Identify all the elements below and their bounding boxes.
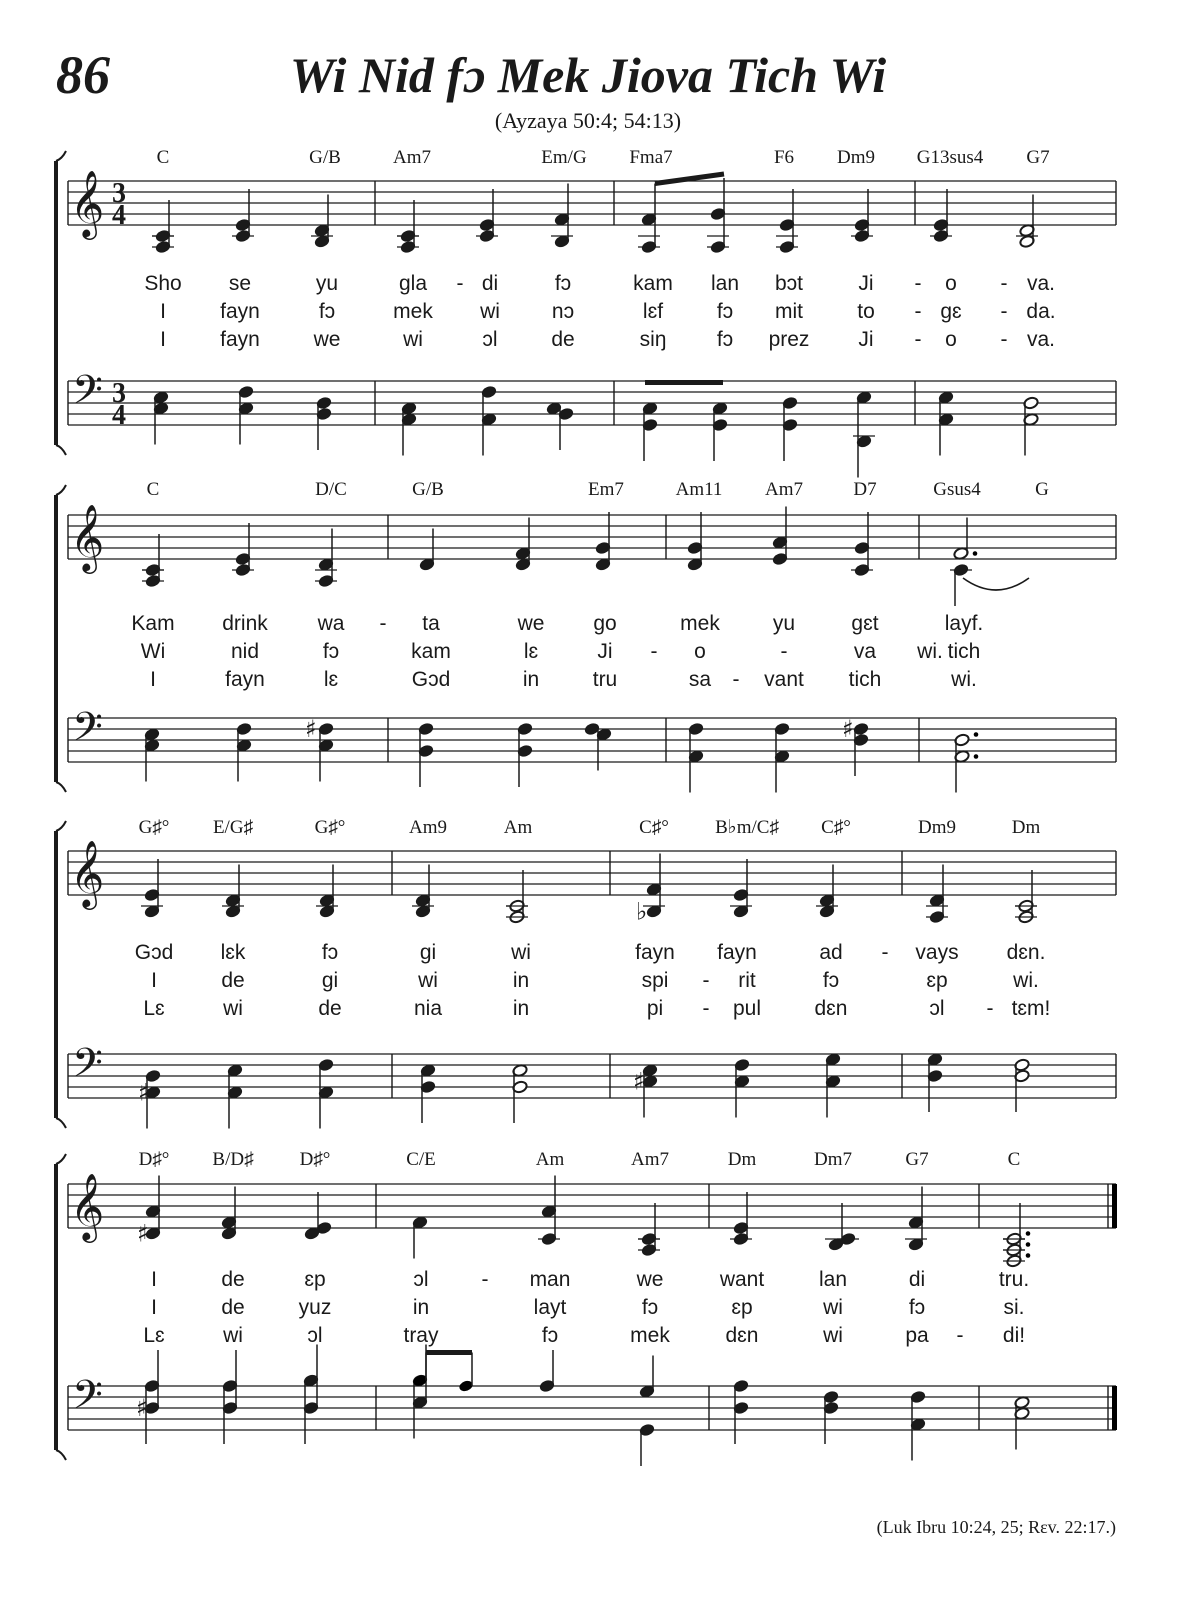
lyric-syllable: ɛp: [304, 1268, 326, 1291]
lyric-syllable: mek: [630, 1324, 670, 1347]
lyric-syllable: sa: [688, 668, 712, 691]
lyric-syllable: wi: [403, 328, 423, 351]
lyric-syllable: mek: [680, 612, 720, 635]
lyric-syllable: gi: [419, 941, 437, 964]
lyric-syllable: fɔ: [322, 640, 340, 663]
lyric-syllable: -: [1000, 272, 1008, 295]
lyric-syllable: lan: [818, 1268, 848, 1291]
sharp-icon: ♯: [137, 1219, 149, 1248]
chord-symbol: E/G♯: [212, 817, 254, 838]
lyric-syllable: wi: [480, 300, 500, 323]
lyric-syllable: tru.: [998, 1268, 1030, 1291]
lyric-syllable: -: [702, 997, 710, 1020]
lyric-syllable: kam: [411, 640, 451, 663]
lyric-syllable: Lɛ: [143, 1324, 165, 1347]
chord-symbol: Am7: [393, 147, 431, 168]
tie: [963, 578, 1029, 590]
lyric-syllable: -: [702, 969, 710, 992]
bass-clef-icon: 𝄢: [72, 1372, 103, 1428]
lyric-syllable: I: [150, 668, 156, 691]
lyric-syllable: wi.: [951, 668, 977, 691]
chord-symbol: Am: [503, 817, 533, 838]
time-signature-bottom: 4: [112, 200, 126, 231]
treble-clef-icon: 𝄞: [70, 839, 105, 907]
system-2: [56, 479, 1116, 793]
lyric-syllable: lɛk: [220, 941, 246, 964]
lyric-syllable: o: [694, 640, 706, 663]
chord-symbol: B/D♯: [212, 1149, 254, 1170]
system-3: [56, 817, 1116, 1129]
chord-symbol: Dm9: [918, 817, 956, 838]
lyric-syllable: we: [517, 612, 545, 635]
lyric-syllable: si.: [1003, 1296, 1025, 1319]
dot: [973, 551, 978, 556]
lyric-syllable: di!: [1002, 1324, 1026, 1347]
lyric-syllable: wi: [823, 1324, 843, 1347]
bracket-hook: [56, 485, 66, 495]
lyric-syllable: fayn: [220, 328, 260, 351]
hymn-number: 86: [56, 45, 110, 105]
lyric-syllable: Ji: [858, 328, 874, 351]
chord-symbol: Am11: [675, 479, 723, 500]
lyric-syllable: -: [379, 612, 387, 635]
lyric-syllable: fɔ: [554, 272, 572, 295]
sharp-icon: ♯: [138, 1078, 150, 1107]
bracket-hook: [56, 821, 66, 831]
lyric-syllable: yu: [772, 612, 796, 635]
chord-symbol: G♯°: [138, 817, 170, 838]
lyric-syllable: lɛf: [642, 300, 664, 323]
lyric-syllable: in: [512, 997, 530, 1020]
lyric-syllable: I: [151, 969, 157, 992]
bracket-hook: [56, 151, 66, 161]
lyric-syllable: dɛn: [725, 1324, 759, 1347]
lyric-syllable: tich: [947, 640, 981, 663]
flat-icon: ♭: [636, 897, 648, 926]
lyric-syllable: we: [313, 328, 341, 351]
dot: [1026, 1253, 1031, 1258]
final-barline-thick: [1112, 1386, 1117, 1430]
chord-symbol: D/C: [315, 479, 347, 500]
lyric-syllable: I: [151, 1268, 157, 1291]
chord-symbol: G7: [905, 1149, 929, 1170]
lyric-syllable: Wi: [140, 640, 166, 663]
lyric-syllable: -: [914, 272, 922, 295]
lyric-syllable: ɔl: [482, 328, 498, 351]
bass-clef-icon: 𝄢: [72, 704, 103, 760]
lyric-syllable: Gɔd: [411, 668, 451, 691]
treble-clef-icon: 𝄞: [70, 1172, 105, 1240]
bracket-hook: [56, 1118, 66, 1128]
lyric-syllable: Ji: [597, 640, 613, 663]
lyric-syllable: Sho: [144, 272, 182, 295]
lyric-syllable: vant: [764, 668, 804, 691]
lyric-syllable: o: [945, 328, 957, 351]
lyric-syllable: wi: [223, 1324, 243, 1347]
system-1: [56, 147, 1116, 478]
bracket-hook: [56, 782, 66, 792]
bass-clef-icon: 𝄢: [72, 367, 103, 423]
lyric-syllable: -: [1000, 328, 1008, 351]
lyric-syllable: lɛ: [523, 640, 539, 663]
dot: [1026, 1242, 1031, 1247]
lyric-syllable: di: [481, 272, 499, 295]
lyric-syllable: -: [650, 640, 658, 663]
lyric-syllable: pul: [732, 997, 762, 1020]
lyric-syllable: o: [945, 272, 957, 295]
sharp-icon: ♯: [136, 1394, 148, 1422]
lyric-syllable: ɔl: [307, 1324, 323, 1347]
time-signature-top: 3: [112, 378, 126, 409]
lyric-syllable: dɛn: [814, 997, 848, 1020]
lyric-syllable: layf.: [944, 612, 984, 635]
sharp-icon: ♯: [633, 1067, 645, 1096]
lyric-syllable: fɔ: [716, 328, 734, 351]
lyric-syllable: I: [160, 328, 166, 351]
lyric-syllable: de: [221, 1268, 245, 1291]
lyric-syllable: wi.: [917, 640, 943, 663]
sharp-icon: ♯: [842, 715, 854, 743]
hymn-title: Wi Nid fɔ Mek Jiova Tich Wi: [289, 47, 887, 103]
chord-symbol: G/B: [309, 147, 341, 168]
chord-symbol: D♯°: [299, 1149, 331, 1170]
chord-symbol: C/E: [406, 1149, 436, 1170]
hymn-subtitle: (Ayzaya 50:4; 54:13): [494, 108, 682, 133]
lyric-syllable: mit: [775, 300, 803, 323]
lyric-syllable: -: [732, 668, 740, 691]
chord-symbol: C: [146, 479, 160, 500]
system-4: [56, 1149, 1117, 1466]
lyric-syllable: Ji: [858, 272, 874, 295]
lyric-syllable: gɛt: [851, 612, 879, 635]
chord-symbol: G♯°: [314, 817, 346, 838]
lyric-syllable: yuz: [298, 1296, 332, 1319]
lyric-syllable: ɔl: [413, 1268, 429, 1291]
lyric-syllable: de: [221, 1296, 245, 1319]
lyric-syllable: fayn: [635, 941, 675, 964]
lyric-syllable: lɛ: [323, 668, 339, 691]
lyric-syllable: dɛn.: [1006, 941, 1046, 964]
chord-symbol: G/B: [412, 479, 444, 500]
chord-symbol: C: [156, 147, 170, 168]
chord-symbol: Dm7: [814, 1149, 852, 1170]
treble-clef-icon: 𝄞: [70, 503, 105, 571]
lyric-syllable: in: [522, 668, 540, 691]
chord-symbol: Dm: [1011, 817, 1041, 838]
lyric-syllable: wi: [223, 997, 243, 1020]
lyric-syllable: fɔ: [321, 941, 339, 964]
chord-symbol: Em7: [588, 479, 624, 500]
chord-symbol: D7: [853, 479, 877, 500]
lyric-syllable: fɔ: [641, 1296, 659, 1319]
lyric-syllable: de: [551, 328, 575, 351]
lyric-syllable: nid: [230, 640, 260, 663]
lyric-syllable: -: [881, 941, 889, 964]
lyric-syllable: da.: [1026, 300, 1056, 323]
scripture-references: (Luk Ibru 10:24, 25; Rɛv. 22:17.): [876, 1517, 1116, 1537]
lyric-syllable: -: [456, 272, 464, 295]
lyric-syllable: I: [160, 300, 166, 323]
lyric-syllable: fɔ: [541, 1324, 559, 1347]
lyric-syllable: pa: [905, 1324, 929, 1347]
lyric-syllable: va.: [1026, 328, 1056, 351]
lyric-syllable: fayn: [220, 300, 260, 323]
chord-symbol: F6: [773, 147, 795, 168]
lyric-syllable: -: [780, 640, 788, 663]
lyric-syllable: -: [914, 300, 922, 323]
lyric-syllable: wi: [511, 941, 531, 964]
lyric-syllable: va.: [1026, 272, 1056, 295]
lyric-syllable: -: [1000, 300, 1008, 323]
lyric-syllable: se: [228, 272, 252, 295]
lyric-syllable: to: [857, 300, 875, 323]
lyric-syllable: lan: [710, 272, 740, 295]
time-signature-top: 3: [112, 178, 126, 209]
chord-symbol: C♯°: [821, 817, 851, 838]
lyric-syllable: siŋ: [639, 328, 667, 351]
bracket-hook: [56, 1154, 66, 1164]
lyric-syllable: ɔl: [929, 997, 945, 1020]
lyric-syllable: prez: [768, 328, 810, 351]
lyric-syllable: tray: [403, 1324, 439, 1347]
dot: [1026, 1231, 1031, 1236]
sharp-icon: ♯: [305, 715, 317, 743]
lyric-syllable: -: [956, 1324, 964, 1347]
lyric-syllable: bɔt: [774, 272, 804, 295]
lyric-syllable: tich: [848, 668, 882, 691]
dot: [974, 754, 979, 759]
lyric-syllable: drink: [222, 612, 268, 635]
lyric-syllable: fɔ: [318, 300, 336, 323]
lyric-syllable: fɔ: [822, 969, 840, 992]
lyric-syllable: -: [481, 1268, 489, 1291]
lyric-syllable: gɛ: [940, 300, 962, 323]
lyric-syllable: wi.: [1013, 969, 1039, 992]
lyric-syllable: fɔ: [908, 1296, 926, 1319]
chord-symbol: D♯°: [138, 1149, 170, 1170]
lyric-syllable: in: [412, 1296, 430, 1319]
lyric-syllable: fayn: [717, 941, 757, 964]
chord-symbol: Am7: [765, 479, 803, 500]
chord-symbol: G13sus4: [916, 147, 984, 168]
lyric-syllable: tru: [592, 668, 618, 691]
lyric-syllable: nɔ: [551, 300, 575, 323]
lyric-syllable: we: [636, 1268, 664, 1291]
lyric-syllable: de: [318, 997, 342, 1020]
lyric-syllable: fɔ: [716, 300, 734, 323]
chord-symbol: Am9: [409, 817, 447, 838]
lyric-syllable: spi: [641, 969, 669, 992]
lyric-syllable: wi: [823, 1296, 843, 1319]
chord-symbol: Dm9: [837, 147, 875, 168]
chord-symbol: Am7: [631, 1149, 669, 1170]
chord-symbol: Am: [535, 1149, 565, 1170]
chord-symbol: B♭m/C♯: [715, 817, 779, 838]
lyric-syllable: de: [221, 969, 245, 992]
lyric-syllable: wa: [317, 612, 345, 635]
bass-clef-icon: 𝄢: [72, 1040, 103, 1096]
lyric-syllable: fayn: [225, 668, 265, 691]
lyric-syllable: va: [853, 640, 877, 663]
chord-symbol: Fma7: [629, 147, 673, 168]
lyric-syllable: want: [719, 1268, 765, 1291]
chord-symbol: C♯°: [639, 817, 669, 838]
lyric-syllable: wi: [418, 969, 438, 992]
lyric-syllable: go: [593, 612, 617, 635]
lyric-syllable: in: [512, 969, 530, 992]
lyric-syllable: ta: [422, 612, 440, 635]
lyric-syllable: -: [914, 328, 922, 351]
lyric-syllable: rit: [738, 969, 756, 992]
lyric-syllable: ad: [819, 941, 843, 964]
dot: [974, 732, 979, 737]
chord-symbol: G7: [1026, 147, 1050, 168]
lyric-syllable: Kam: [131, 612, 175, 635]
lyric-syllable: -: [986, 997, 994, 1020]
chord-symbol: Em/G: [541, 147, 587, 168]
lyric-syllable: pi: [646, 997, 664, 1020]
beam: [655, 174, 724, 184]
chord-symbol: C: [1007, 1149, 1021, 1170]
lyric-syllable: yu: [315, 272, 339, 295]
lyric-syllable: man: [529, 1268, 571, 1291]
lyric-syllable: I: [151, 1296, 157, 1319]
lyric-syllable: gi: [321, 969, 339, 992]
lyric-syllable: mek: [393, 300, 433, 323]
time-signature-bottom: 4: [112, 400, 126, 431]
lyric-syllable: Gɔd: [134, 941, 174, 964]
chord-symbol: Gsus4: [933, 479, 981, 500]
treble-clef-icon: 𝄞: [70, 169, 105, 237]
lyric-syllable: vays: [915, 941, 959, 964]
lyric-syllable: ɛp: [926, 969, 948, 992]
chord-symbol: Dm: [727, 1149, 757, 1170]
lyric-syllable: gla: [398, 272, 428, 295]
bracket-hook: [56, 445, 66, 455]
final-barline-thick: [1112, 1184, 1117, 1228]
lyric-syllable: nia: [413, 997, 443, 1020]
lyric-syllable: Lɛ: [143, 997, 165, 1020]
lyric-syllable: ɛp: [731, 1296, 753, 1319]
lyric-syllable: di: [908, 1268, 926, 1291]
lyric-syllable: tɛm!: [1011, 997, 1051, 1020]
bracket-hook: [56, 1450, 66, 1460]
chord-symbol: G: [1035, 479, 1049, 500]
lyric-syllable: layt: [533, 1296, 567, 1319]
lyric-syllable: kam: [633, 272, 673, 295]
